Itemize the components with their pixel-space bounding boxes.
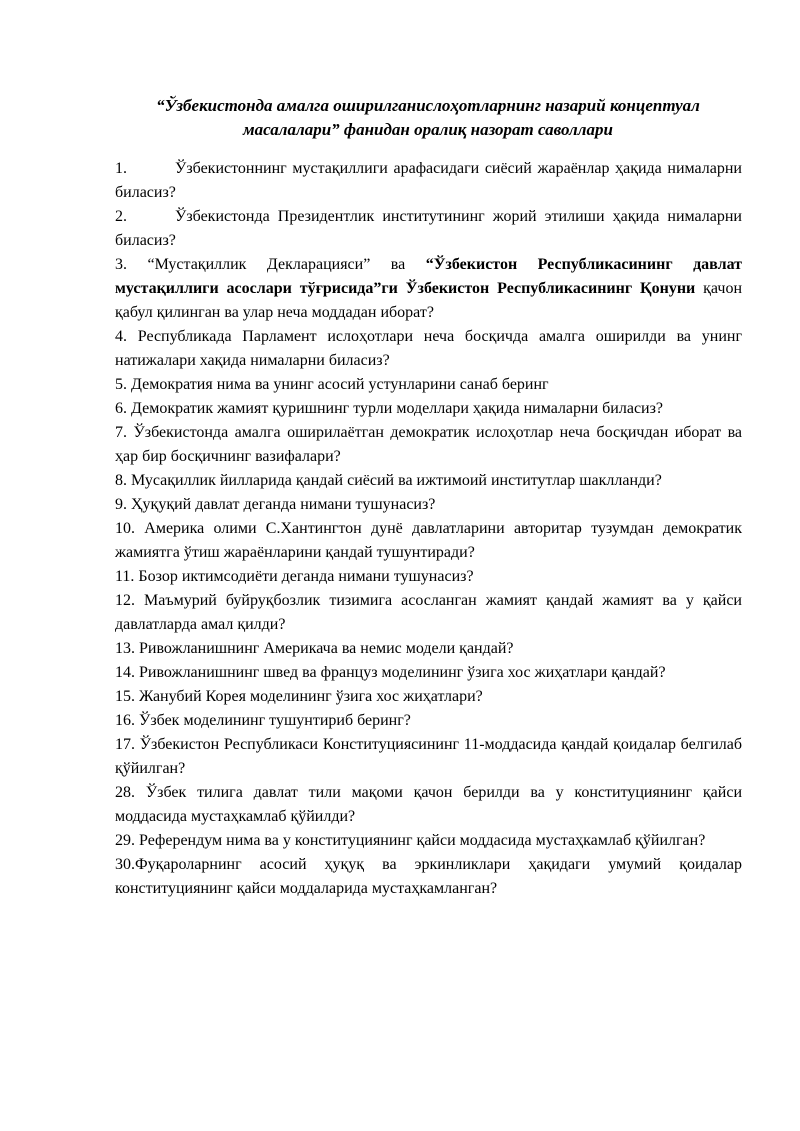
question-text: Мусақиллик йилларида қандай сиёсий ва ижтимоий институтлар шаклланди? <box>131 472 662 489</box>
question-number: 14. <box>115 664 135 681</box>
question-number: 29. <box>115 832 135 849</box>
question-number: 15. <box>115 688 135 705</box>
question-number: 4. <box>115 328 127 345</box>
title-line-1: “Ўзбекистонда амалга оширилганислоҳотларнинг назарий концептуал <box>156 96 700 115</box>
question-item <box>115 421 742 469</box>
question-item <box>115 565 742 589</box>
question-number: 9. <box>115 496 127 513</box>
question-number: 17. <box>115 736 135 753</box>
title-line-2: масалалари” фанидан оралиқ назорат саволлари <box>243 120 613 139</box>
question-number: 3. <box>115 256 127 273</box>
question-number: 1. <box>115 160 127 177</box>
question-text: Бозор иктимсодиёти деганда нимани тушунасиз? <box>138 568 474 585</box>
question-number: 7. <box>115 424 127 441</box>
question-text: қачон қабул қилинган ва улар неча моддадан иборат? <box>115 280 742 321</box>
question-number: 30. <box>115 856 135 873</box>
question-number: 2. <box>115 208 127 225</box>
question-number: 6. <box>115 400 127 417</box>
question-text: Республикада Парламент ислоҳотлари неча босқичда амалга оширилди ва унинг натижалари хақида нималарни биласиз? <box>115 328 743 369</box>
question-text: Америка олими С.Хантингтон дунё давлатларини авторитар тузумдан демократик жамиятга ўтиш жараёнларини қандай тушунтиради? <box>115 520 742 561</box>
question-item <box>115 829 742 853</box>
question-number: 5. <box>115 376 127 393</box>
question-text: Ўзбекистонда Президентлик институтининг жорий этилиши ҳақида нималарни биласиз? <box>115 208 742 249</box>
question-text: Ўзбек тилига давлат тили мақоми қачон берилди ва у конституциянинг қайси моддасида мустаҳкамлаб қўйилди? <box>115 784 743 825</box>
question-list <box>115 157 742 901</box>
question-item <box>115 685 742 709</box>
question-item <box>115 469 742 493</box>
question-text: Ривожланишнинг Америкача ва немис модели қандай? <box>139 640 514 657</box>
question-item <box>115 781 742 829</box>
question-item <box>115 157 742 205</box>
question-item <box>115 493 742 517</box>
question-item <box>115 709 742 733</box>
question-text: Ўзбекистоннинг мустақиллиги арафасидаги сиёсий жараёнлар ҳақида нималарни биласиз? <box>115 160 742 201</box>
question-text: Референдум нима ва у конституциянинг қайси моддасида мустаҳкамлаб қўйилган? <box>139 832 706 849</box>
question-number: 12. <box>115 592 135 609</box>
document-title <box>100 94 756 142</box>
question-number: 13. <box>115 640 135 657</box>
question-number: 11. <box>115 568 135 585</box>
question-text: Ривожланишнинг швед ва француз моделининг ўзига хос жиҳатлари қандай? <box>139 664 666 681</box>
question-text: Демократия нима ва унинг асосий устунларини санаб беринг <box>131 376 549 393</box>
question-item <box>115 853 742 901</box>
question-text: Ҳуқуқий давлат деганда нимани тушунасиз? <box>131 496 436 513</box>
question-text: Ўзбек моделининг тушунтириб беринг? <box>139 712 411 729</box>
question-item <box>115 253 742 325</box>
question-number: 8. <box>115 472 127 489</box>
question-item <box>115 373 742 397</box>
question-text: Фуқароларнинг асосий ҳуқуқ ва эркинликлари ҳақидаги умумий қоидалар конституциянинг қайси моддаларида мустаҳкамланган? <box>115 856 742 897</box>
question-text: “Мустақиллик Декларацияси” ва <box>147 256 426 273</box>
question-text: Ўзбекистонда амалга оширилаётган демократик ислоҳотлар неча босқичдан иборат ва ҳар бир босқичнинг вазифалари? <box>115 424 743 465</box>
question-text: Маъмурий буйруқбозлик тизимига асосланган жамият қандай жамият ва у қайси давлатларда амал қилди? <box>115 592 742 633</box>
question-item <box>115 589 742 637</box>
question-item <box>115 637 742 661</box>
question-item <box>115 661 742 685</box>
question-item <box>115 397 742 421</box>
question-text: Демократик жамият қуришнинг турли моделлари ҳақида нималарни биласиз? <box>131 400 664 417</box>
question-text: Ўзбекистон Республикаси Конституциясининг 11-моддасида қандай қоидалар белгилаб қўйилган? <box>115 736 743 777</box>
question-text: Жанубий Корея моделининг ўзига хос жиҳатлари? <box>139 688 483 705</box>
question-text-bold: “Ўзбекистон Республикасининг давлат мустақиллиги асослари тўғрисида”ги Ўзбекистон Республикасининг Қонуни <box>115 256 743 297</box>
question-item <box>115 733 742 781</box>
question-number: 16. <box>115 712 135 729</box>
question-number: 10. <box>115 520 135 537</box>
question-item <box>115 325 742 373</box>
question-item <box>115 517 742 565</box>
question-item <box>115 205 742 253</box>
question-number: 28. <box>115 784 135 801</box>
